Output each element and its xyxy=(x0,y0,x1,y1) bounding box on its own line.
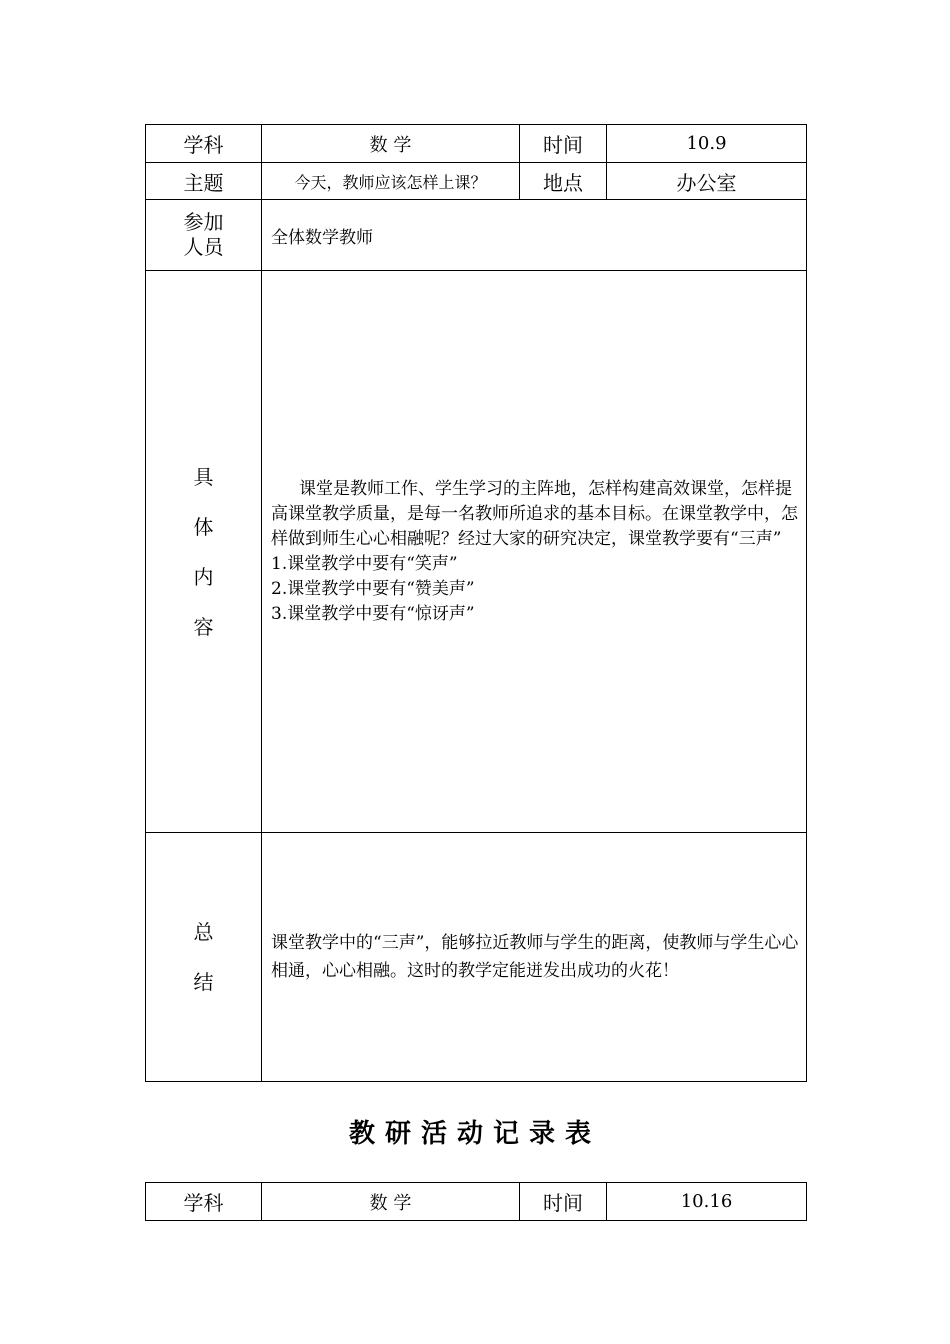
time-value: 10.9 xyxy=(607,125,807,163)
time-label: 时间 xyxy=(520,1183,607,1221)
content-item: 2.课堂教学中要有“赞美声” xyxy=(271,578,475,599)
time-label: 时间 xyxy=(520,125,607,163)
time-value: 10.16 xyxy=(607,1183,807,1221)
topic-label: 主题 xyxy=(146,163,262,200)
subject-label: 学科 xyxy=(146,125,262,163)
content-paragraph: 课堂是教师工作、学生学习的主阵地，怎样构建高效课堂，怎样提高课堂教学质量，是每一名教师所追求的基本目标。在课堂教学中，怎样做到师生心心相融呢？经过大家的研究决定，课堂教学要有“三声” xyxy=(271,478,798,549)
content-item: 3.课堂教学中要有“惊讶声” xyxy=(271,603,475,624)
summary-label xyxy=(146,833,262,1082)
content-label-char-1: 具 xyxy=(193,464,214,489)
content-label-char-2: 体 xyxy=(193,514,214,539)
content-label-char-3: 内 xyxy=(193,564,214,589)
summary-value: 课堂教学中的“三声”，能够拉近教师与学生的距离，使教师与学生心心相通，心心相融。这时的教学定能迸发出成功的火花！ xyxy=(262,833,807,1082)
page-title: 教研活动记录表 xyxy=(348,1119,601,1149)
subject-label: 学科 xyxy=(146,1183,262,1221)
participants-label-line-1: 参加 xyxy=(183,210,224,234)
place-value: 办公室 xyxy=(607,163,807,200)
place-label: 地点 xyxy=(520,163,607,200)
content-body xyxy=(262,271,807,833)
summary-label-char-1: 总 xyxy=(193,920,214,944)
subject-value: 数 学 xyxy=(262,1183,520,1221)
participants-label-line-2: 人员 xyxy=(183,235,224,259)
subject-value: 数 学 xyxy=(262,125,520,163)
participants-value: 全体数学教师 xyxy=(262,200,807,271)
participants-label xyxy=(146,200,262,271)
summary-label-char-2: 结 xyxy=(193,970,214,994)
content-label-char-4: 容 xyxy=(193,614,214,639)
topic-value: 今天，教师应该怎样上课？ xyxy=(262,163,520,200)
record-table-1 xyxy=(145,124,807,1082)
record-table-2 xyxy=(145,1182,807,1221)
content-item: 1.课堂教学中要有“笑声” xyxy=(271,553,458,574)
content-label xyxy=(146,271,262,833)
